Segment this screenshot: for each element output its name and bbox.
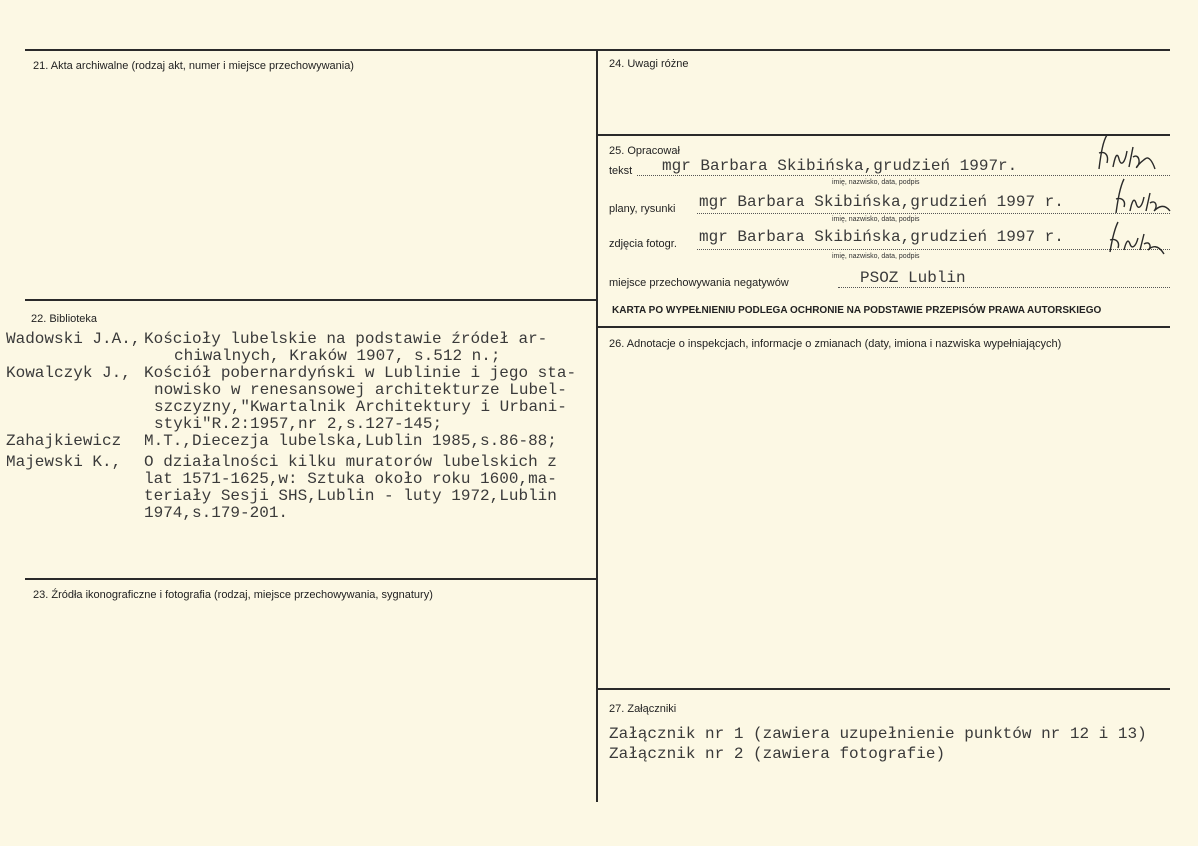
photos-author-hint: imię, nazwisko, data, podpis [832, 253, 920, 260]
rule-25-top [597, 134, 1170, 136]
text-author-label: tekst [609, 165, 633, 177]
bibliography-line: M.T.,Diecezja lubelska,Lublin 1985,s.86-88; [144, 432, 557, 450]
bibliography-line: Kościół pobernardyński w Lublinie i jego sta- [144, 364, 577, 382]
bibliography-entry [6, 454, 596, 524]
rule-22-top [25, 299, 597, 301]
bibliography-entry [6, 331, 596, 367]
rule-27-top [597, 688, 1170, 690]
bibliography-author: Majewski K., [6, 453, 122, 471]
attachment-item: Załącznik nr 1 (zawiera uzupełnienie punktów nr 12 i 13) [609, 725, 1147, 743]
signature-image [1106, 218, 1170, 256]
bibliography-entry [6, 433, 596, 451]
negatives-value: PSOZ Lublin [860, 269, 966, 287]
bibliography-line: teriały Sesji SHS,Lublin - luty 1972,Lublin [144, 487, 557, 505]
rule-23-top [25, 578, 597, 580]
section-24-label: 24. Uwagi różne [609, 58, 689, 70]
bibliography-author: Kowalczyk J., [6, 364, 131, 382]
copyright-notice: KARTA PO WYPEŁNIENIU PODLEGA OCHRONIE NA PODSTAWIE PRZEPISÓW PRAWA AUTORSKIEGO [612, 305, 1102, 316]
plans-author-value: mgr Barbara Skibińska,grudzień 1997 r. [699, 193, 1064, 211]
section-25-label: 25. Opracował [609, 145, 680, 157]
plans-author-label: plany, rysunki [609, 203, 676, 215]
plans-author-line [697, 213, 1170, 214]
bibliography-line: styki"R.2:1957,nr 2,s.127-145; [154, 415, 443, 433]
plans-author-hint: imię, nazwisko, data, podpis [832, 216, 920, 223]
bibliography-entry [6, 365, 596, 435]
bibliography-line: Kościoły lubelskie na podstawie źródeł ar- [144, 330, 548, 348]
bibliography-line: 1974,s.179-201. [144, 504, 289, 522]
rule-26-top [597, 326, 1170, 328]
section-27-label: 27. Załączniki [609, 703, 677, 715]
signature-image [1112, 177, 1176, 215]
text-author-value: mgr Barbara Skibińska,grudzień 1997r. [662, 157, 1018, 175]
negatives-line [838, 287, 1170, 288]
bibliography-author: Zahajkiewicz [6, 432, 122, 450]
photos-author-line [697, 249, 1170, 250]
signature-image [1095, 133, 1159, 171]
bibliography-line: szczyzny,"Kwartalnik Architektury i Urbani- [154, 398, 567, 416]
bibliography-line: O działalności kilku muratorów lubelskich z [144, 453, 557, 471]
photos-author-label: zdjęcia fotogr. [609, 238, 677, 250]
bibliography-line: nowisko w renesansowej architekturze Lubel- [154, 381, 567, 399]
bibliography-line: lat 1571-1625,w: Sztuka około roku 1600,ma- [144, 470, 557, 488]
negatives-label: miejsce przechowywania negatywów [609, 277, 789, 289]
photos-author-value: mgr Barbara Skibińska,grudzień 1997 r. [699, 228, 1064, 246]
section-26-label: 26. Adnotacje o inspekcjach, informacje o zmianach (daty, imiona i nazwiska wypełniających) [609, 338, 1062, 350]
section-21-label: 21. Akta archiwalne (rodzaj akt, numer i miejsce przechowywania) [33, 60, 354, 72]
bibliography-author: Wadowski J.A., [6, 330, 141, 348]
bibliography-line: chiwalnych, Kraków 1907, s.512 n.; [174, 347, 501, 365]
text-author-line [637, 175, 1170, 176]
attachment-item: Załącznik nr 2 (zawiera fotografie) [609, 745, 946, 763]
section-22-label: 22. Biblioteka [31, 313, 98, 325]
section-23-label: 23. Źródła ikonograficzne i fotografia (rodzaj, miejsce przechowywania, sygnatury) [33, 589, 433, 601]
text-author-hint: imię, nazwisko, data, podpis [832, 179, 920, 186]
